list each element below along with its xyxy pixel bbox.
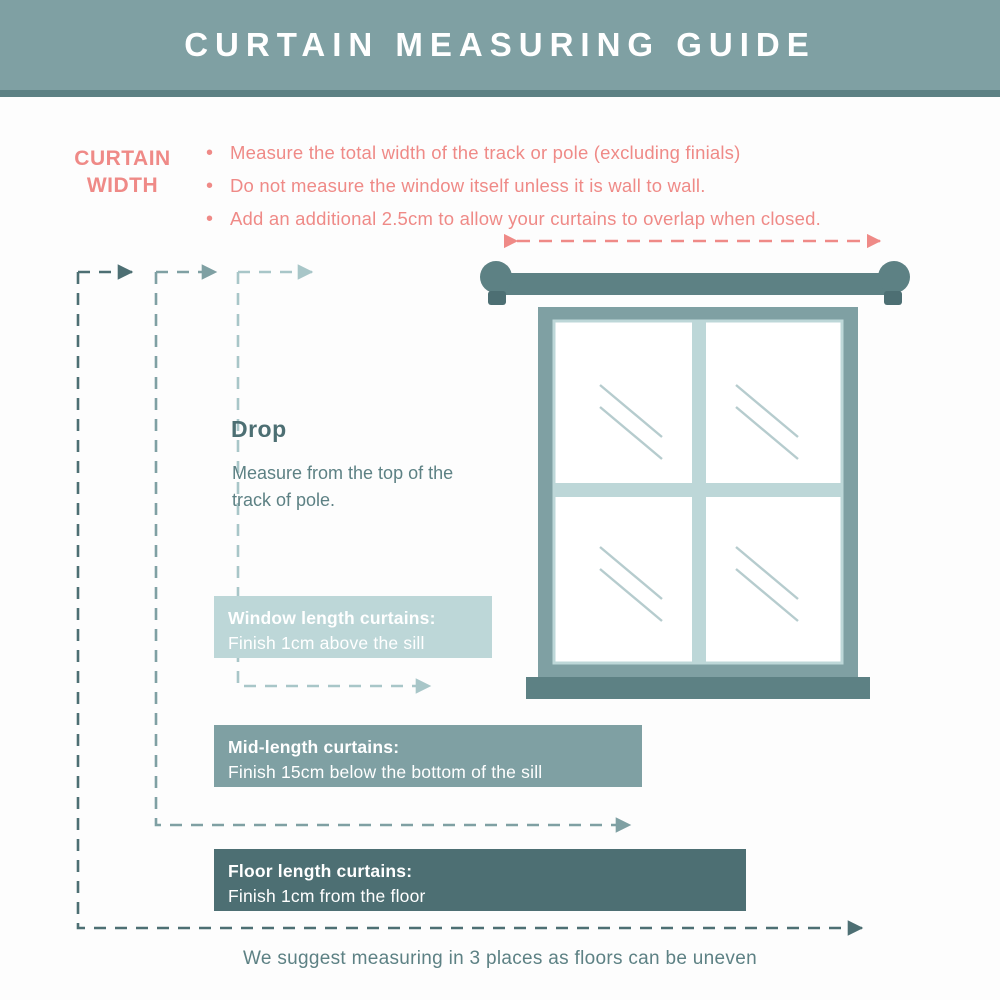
width-bullet-list (200, 138, 970, 237)
footer-note: We suggest measuring in 3 places as floors can be uneven (243, 948, 757, 969)
curtain-pole-icon (480, 261, 910, 305)
bullet-dot-icon: • (206, 175, 214, 197)
curtain-width-label: CURTAIN WIDTH (74, 147, 171, 197)
header-divider (0, 90, 1000, 97)
list-item (200, 171, 970, 201)
drop-heading: Drop (231, 416, 287, 442)
bullet-dot-icon: • (206, 142, 214, 164)
callout-subtitle: Finish 1cm from the floor (228, 886, 426, 906)
callout-floor-length (214, 849, 746, 911)
callout-title: Window length curtains: (228, 608, 436, 628)
callout-mid-length (214, 725, 642, 787)
list-item-text: Do not measure the window itself unless it is wall to wall. (230, 175, 706, 196)
callout-window-length (214, 596, 492, 658)
window-illustration (470, 225, 930, 720)
callout-subtitle: Finish 1cm above the sill (228, 633, 425, 653)
callout-title: Mid-length curtains: (228, 737, 400, 757)
callout-title: Floor length curtains: (228, 861, 413, 881)
drop-description: Measure from the top of the track of pole. (232, 463, 454, 510)
callout-subtitle: Finish 15cm below the bottom of the sill (228, 762, 543, 782)
page-title: CURTAIN MEASURING GUIDE (184, 26, 816, 63)
list-item-text: Add an additional 2.5cm to allow your curtains to overlap when closed. (230, 208, 821, 229)
header-bar (0, 0, 1000, 90)
list-item (200, 138, 970, 168)
list-item-text: Measure the total width of the track or pole (excluding finials) (230, 142, 741, 163)
bullet-dot-icon: • (206, 208, 214, 230)
window-frame-icon (526, 307, 870, 699)
